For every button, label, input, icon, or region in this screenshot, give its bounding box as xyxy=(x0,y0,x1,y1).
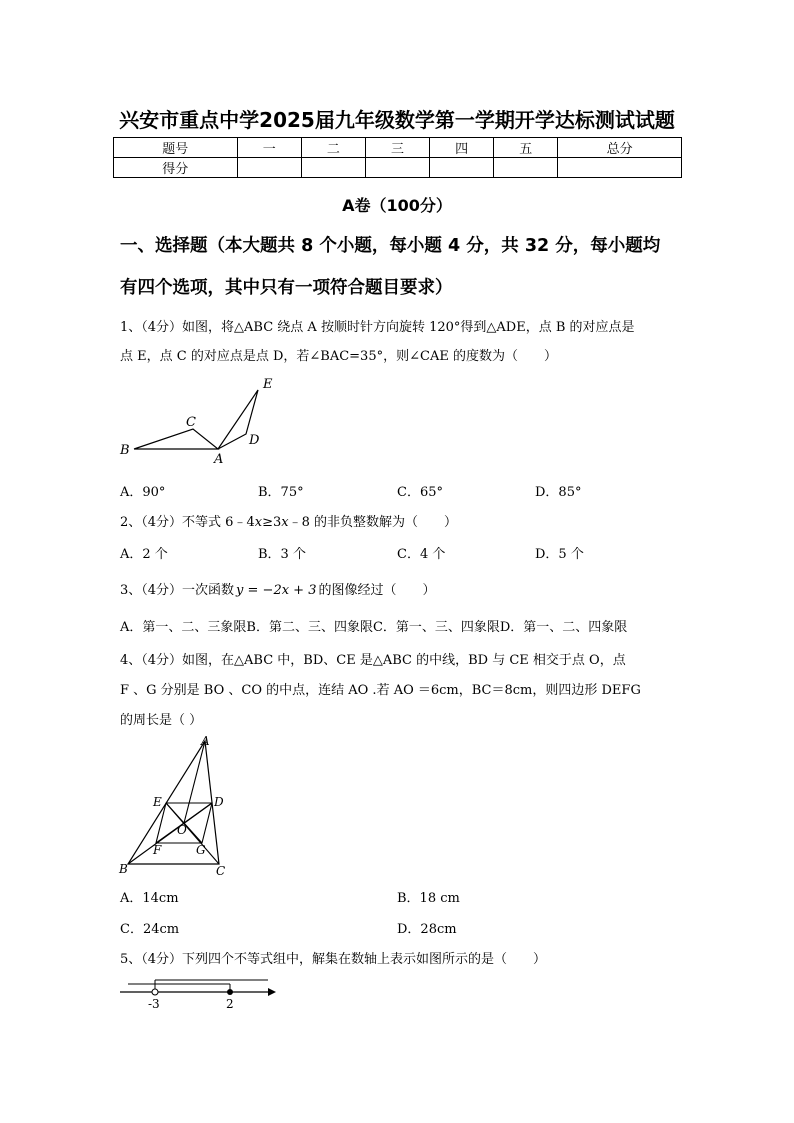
q4-stem-line2: F 、G 分别是 BO 、CO 的中点，连结 AO .若 AO ＝6cm，BC＝8cm，则四边形 DEFG xyxy=(120,683,641,698)
q5-axis-label-neg3: -3 xyxy=(148,997,160,1011)
q4-option-d[interactable]: D．28cm xyxy=(397,922,457,937)
q4-label-d: D xyxy=(214,795,224,809)
q3-stem-prefix: 3、（4分）一次函数 xyxy=(120,583,235,598)
q4-label-g: G xyxy=(196,843,206,857)
q3-stem-suffix: 的图像经过（ ） xyxy=(318,583,436,598)
score-table xyxy=(113,137,682,178)
score-cell[interactable] xyxy=(365,158,429,178)
q2-stem-prefix: 2、（4分）不等式 6﹣4 xyxy=(120,515,255,530)
q1-option-d[interactable]: D．85° xyxy=(535,485,582,500)
q1-stem-line1: 1、（4分）如图，将△ABC 绕点 A 按顺时针方向旋转 120°得到△ADE，点 B 的对应点是 xyxy=(120,320,635,335)
q1-option-c[interactable]: C．65° xyxy=(397,485,443,500)
score-cell[interactable] xyxy=(558,158,682,178)
q4-option-b[interactable]: B．18 cm xyxy=(397,891,460,906)
q1-label-e: E xyxy=(263,377,273,392)
q5-stem: 5、（4分）下列四个不等式组中，解集在数轴上表示如图所示的是（ ） xyxy=(120,952,547,967)
q1-stem-line2: 点 E，点 C 的对应点是点 D，若∠BAC=35°，则∠CAE 的度数为（ ） xyxy=(120,349,557,364)
q4-label-e: E xyxy=(153,795,162,809)
q3-options[interactable]: A．第一、二、三象限B．第二、三、四象限C．第一、三、四象限D．第一、二、四象限 xyxy=(120,620,628,635)
section-a-title: A卷（100分） xyxy=(342,196,452,215)
score-cell[interactable] xyxy=(301,158,365,178)
q2-option-a[interactable]: A．2 个 xyxy=(120,547,168,562)
q1-label-a: A xyxy=(214,452,224,464)
q1-label-d: D xyxy=(249,433,260,448)
q1-option-a[interactable]: A．90° xyxy=(120,485,166,500)
q1-label-c: C xyxy=(186,415,196,430)
q4-stem-line1: 4、（4分）如图，在△ABC 中，BD、CE 是△ABC 的中线，BD 与 CE 相交于点 O，点 xyxy=(120,653,626,668)
part1-heading-line1: 一、选择题（本大题共 8 个小题，每小题 4 分，共 32 分，每小题均 xyxy=(120,236,661,256)
q4-figure xyxy=(112,733,242,879)
q4-label-c: C xyxy=(216,864,226,878)
q4-label-f: F xyxy=(153,843,162,857)
q1-label-b: B xyxy=(120,443,130,458)
q2-stem xyxy=(120,511,457,530)
q2-option-d[interactable]: D．5 个 xyxy=(535,547,584,562)
score-cell[interactable] xyxy=(430,158,494,178)
q2-option-c[interactable]: C．4 个 xyxy=(397,547,446,562)
q1-figure xyxy=(112,372,282,464)
score-table-header-row xyxy=(114,138,682,158)
score-cell[interactable] xyxy=(237,158,301,178)
q4-stem-line3: 的周长是（ ） xyxy=(120,713,203,728)
q3-formula: y = −2x + 3 xyxy=(236,583,317,598)
q4-label-o: O xyxy=(177,823,187,837)
q3-stem xyxy=(120,579,436,598)
q4-option-a[interactable]: A．14cm xyxy=(120,891,179,906)
q2-option-b[interactable]: B．3 个 xyxy=(258,547,306,562)
q5-axis-label-2: 2 xyxy=(226,997,234,1011)
score-table-score-row xyxy=(114,158,682,178)
q2-var-x: x xyxy=(254,515,263,530)
q1-option-b[interactable]: B．75° xyxy=(258,485,304,500)
score-header-cell: 总分 xyxy=(558,138,682,158)
score-header-cell: 题号 xyxy=(114,138,238,158)
q4-label-b: B xyxy=(119,862,128,876)
exam-title: 兴安市重点中学2025届九年级数学第一学期开学达标测试试题 xyxy=(119,108,675,132)
score-cell[interactable] xyxy=(494,158,558,178)
q2-var-x: x xyxy=(281,515,289,530)
q4-option-c[interactable]: C．24cm xyxy=(120,922,180,937)
q2-stem-suffix: ﹣8 的非负整数解为（ ） xyxy=(288,515,457,530)
score-header-cell: 一 xyxy=(237,138,301,158)
score-header-cell: 五 xyxy=(494,138,558,158)
score-row-label: 得分 xyxy=(114,158,238,178)
score-header-cell: 三 xyxy=(365,138,429,158)
part1-heading-line2: 有四个选项，其中只有一项符合题目要求） xyxy=(120,278,453,298)
q4-label-a: A xyxy=(201,734,210,748)
score-header-cell: 四 xyxy=(430,138,494,158)
score-header-cell: 二 xyxy=(301,138,365,158)
q2-stem-mid: ≥3 xyxy=(262,515,282,530)
q5-number-line xyxy=(118,974,278,1014)
